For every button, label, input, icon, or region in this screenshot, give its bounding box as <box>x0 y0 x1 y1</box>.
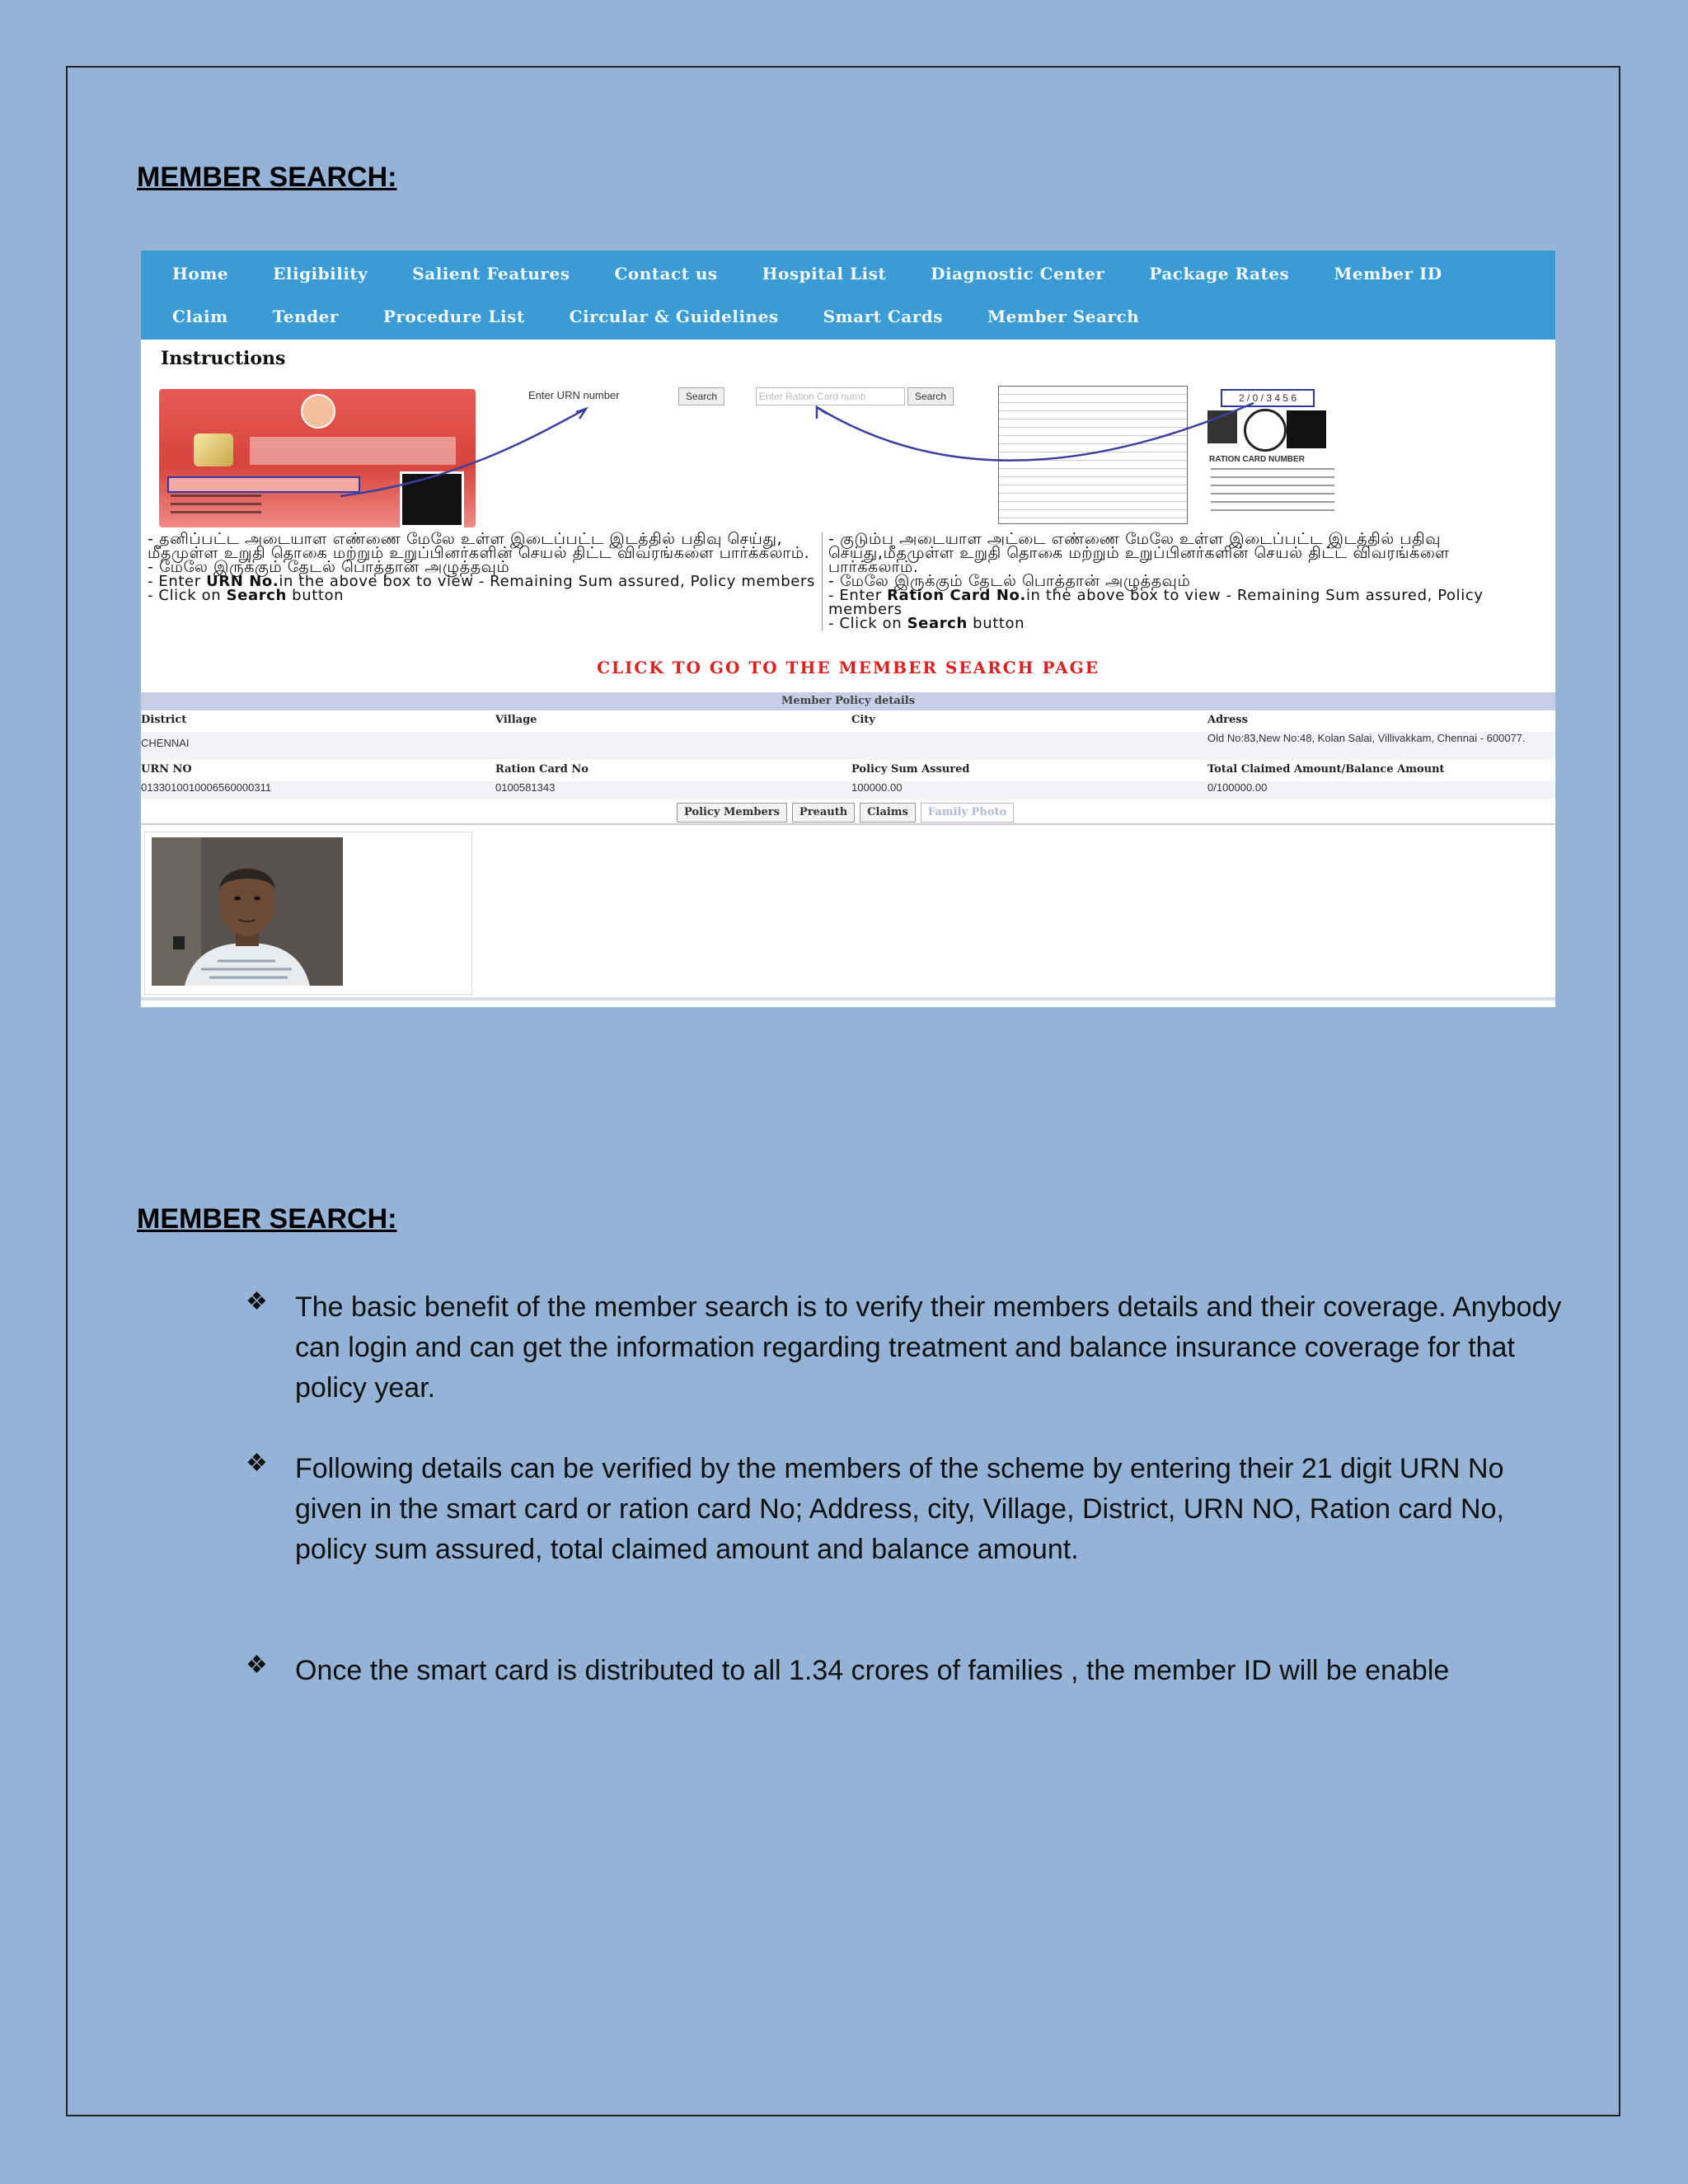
policy-tabs <box>677 803 1014 823</box>
text: in the above box to view - Remaining Sum assured, Policy members <box>279 573 815 590</box>
label-ration: Ration Card No <box>495 763 588 776</box>
text: - Click on <box>148 587 227 604</box>
nav-diagnostic-center[interactable]: Diagnostic Center <box>931 264 1105 284</box>
text-bold: Search <box>226 587 287 604</box>
barcode-icon <box>1287 410 1326 448</box>
family-photo-panel <box>141 823 1555 998</box>
urn-label: Enter URN number <box>528 389 620 401</box>
tab-family-photo[interactable]: Family Photo <box>921 803 1014 823</box>
tamil-left-2: - மேலே இருக்கும் தேடல் பொத்தான் அழுத்தவும் <box>148 558 510 576</box>
text: - Enter <box>828 587 888 604</box>
instructions-left <box>148 532 823 602</box>
tamil-right-2: - மேலே இருக்கும் தேடல் பொத்தான் அழுத்தவும் <box>828 572 1191 590</box>
label-address: Adress <box>1207 714 1248 726</box>
diamond-bullet-icon: ❖ <box>246 1288 268 1315</box>
nav-member-search[interactable]: Member Search <box>987 307 1140 326</box>
ration-form <box>998 386 1188 524</box>
text: button <box>286 587 345 604</box>
value-sum-assured: 100000.00 <box>851 781 903 794</box>
value-district: CHENNAI <box>141 737 190 749</box>
member-search-page-link[interactable]: CLICK TO GO TO THE MEMBER SEARCH PAGE <box>597 658 1100 677</box>
tab-claims[interactable]: Claims <box>860 803 916 823</box>
card-photo <box>400 471 464 527</box>
section-heading-bottom: MEMBER SEARCH: <box>137 1203 397 1235</box>
emblem-icon <box>1244 409 1287 452</box>
photo-eye-left <box>234 897 241 901</box>
grid-header-row-1 <box>141 714 1555 732</box>
card-text-band <box>250 437 456 465</box>
label-claimed: Total Claimed Amount/Balance Amount <box>1207 763 1445 776</box>
nav-contact-us[interactable]: Contact us <box>614 264 718 284</box>
nav-salient-features[interactable]: Salient Features <box>412 264 570 284</box>
value-address: Old No:83,New No:48, Kolan Salai, Villivakkam, Chennai - 600077. <box>1207 732 1526 744</box>
nav-claim[interactable]: Claim <box>172 307 228 326</box>
nav-procedure-list[interactable]: Procedure List <box>382 307 525 326</box>
nav-smart-cards[interactable]: Smart Cards <box>823 307 944 326</box>
embedded-screenshot <box>140 250 1556 1008</box>
bullet-text: Following details can be verified by the members of the scheme by entering their 21 digit URN No given in the smart card or ration card No; Address, city, Village, District, URN NO, Ration card No, policy sum assured, total claimed amount and balance amount. <box>295 1453 1504 1565</box>
tamil-right-1: - குடும்ப அடையாள அட்டை எண்ணை மேலே உள்ள இடைப்பட்ட இடத்தில் பதிவு செய்து,மீதமுள்ள உறுதி தொகை மற்றும் உறுப்பினர்களின் செயல் திட்ட விவரங்களை பார்க்கலாம். <box>828 530 1450 576</box>
label-village: Village <box>495 714 537 726</box>
label-urn: URN NO <box>141 763 192 776</box>
nav-circular-guidelines[interactable]: Circular & Guidelines <box>569 307 779 326</box>
grid-header-row-2 <box>141 763 1555 781</box>
text: - Enter <box>148 573 207 590</box>
ration-card-image <box>998 386 1311 524</box>
english-right-1 <box>828 588 1504 616</box>
ration-search-button[interactable]: Search <box>907 387 954 405</box>
nav-home[interactable]: Home <box>172 264 229 284</box>
card-urn-box <box>167 476 360 493</box>
photo-icon <box>1207 410 1237 443</box>
label-sum-assured: Policy Sum Assured <box>851 763 970 776</box>
value-urn: 0133010010006560000311 <box>141 781 272 794</box>
bullet-text: The basic benefit of the member search is to verify their members details and their coverage. Anybody can login and can get the information regarding treatment and balance insurance coverage for that policy year. <box>295 1291 1562 1404</box>
grid-value-row-2 <box>141 781 1555 799</box>
grid-value-row-1 <box>141 732 1555 760</box>
nav-member-id[interactable]: Member ID <box>1334 264 1442 284</box>
english-right-2 <box>828 616 1504 630</box>
member-photo <box>152 837 343 986</box>
card-text-lines <box>171 494 261 519</box>
policy-details-header: Member Policy details <box>141 692 1555 710</box>
photo-eye-right <box>254 897 260 901</box>
instructions-divider <box>822 532 823 631</box>
ration-card-input[interactable]: Enter Ration Card numb <box>756 387 905 405</box>
value-ration: 0100581343 <box>495 781 556 794</box>
nav-row-1 <box>141 252 1456 295</box>
tab-policy-members[interactable]: Policy Members <box>677 803 787 823</box>
state-seal-icon <box>301 394 335 429</box>
nav-eligibility[interactable]: Eligibility <box>273 264 368 284</box>
urn-search-button[interactable]: Search <box>678 387 724 405</box>
nav-bar <box>141 251 1555 340</box>
photo-object <box>173 936 185 949</box>
arrow-head-ration <box>817 407 827 419</box>
nav-row-2 <box>141 295 1152 338</box>
text: - Click on <box>828 615 907 632</box>
text-bold: URN No. <box>206 573 279 590</box>
nav-hospital-list[interactable]: Hospital List <box>762 264 887 284</box>
label-city: City <box>851 714 875 726</box>
ration-text-lines <box>1211 468 1334 518</box>
english-left-2 <box>148 588 823 602</box>
chip-icon <box>194 434 233 466</box>
instructions-right <box>828 532 1504 630</box>
photo-frame <box>144 832 472 995</box>
text: in the above box to view - Remaining Sum assured, Policy members <box>828 587 1484 618</box>
arrow-head-urn <box>576 409 586 419</box>
tab-preauth[interactable]: Preauth <box>792 803 855 823</box>
text-bold: Search <box>907 615 968 632</box>
smart-card-image <box>159 389 476 527</box>
screenshot-bottom-rule <box>141 997 1555 1001</box>
bullet-text: Once the smart card is distributed to all 1.34 crores of families , the member ID will be enable <box>295 1655 1450 1686</box>
text-bold: Ration Card No. <box>887 587 1026 604</box>
instructions-title: Instructions <box>161 348 286 369</box>
text: button <box>967 615 1025 632</box>
section-heading-top: MEMBER SEARCH: <box>137 162 397 193</box>
tamil-left-1: - தனிப்பட்ட அடையாள எண்ணை மேலே உள்ள இடைப்பட்ட இடத்தில் பதிவு செய்து, மீதமுள்ள உறுதி தொகை மற்றும் உறுப்பினர்களின் செயல் திட்ட விவரங்களை பார்க்கலாம். <box>148 530 810 562</box>
nav-package-rates[interactable]: Package Rates <box>1149 264 1290 284</box>
nav-tender[interactable]: Tender <box>272 307 339 326</box>
value-claimed: 0/100000.00 <box>1207 781 1268 794</box>
label-district: District <box>141 714 187 726</box>
ration-card-number-label: RATION CARD NUMBER <box>1209 455 1305 464</box>
member-photo-illustration <box>152 837 343 986</box>
diamond-bullet-icon: ❖ <box>246 1652 268 1679</box>
photo-wall <box>152 837 201 986</box>
diamond-bullet-icon: ❖ <box>246 1450 268 1477</box>
ration-number-box: 2 / 0 / 3 4 5 6 <box>1221 389 1315 407</box>
